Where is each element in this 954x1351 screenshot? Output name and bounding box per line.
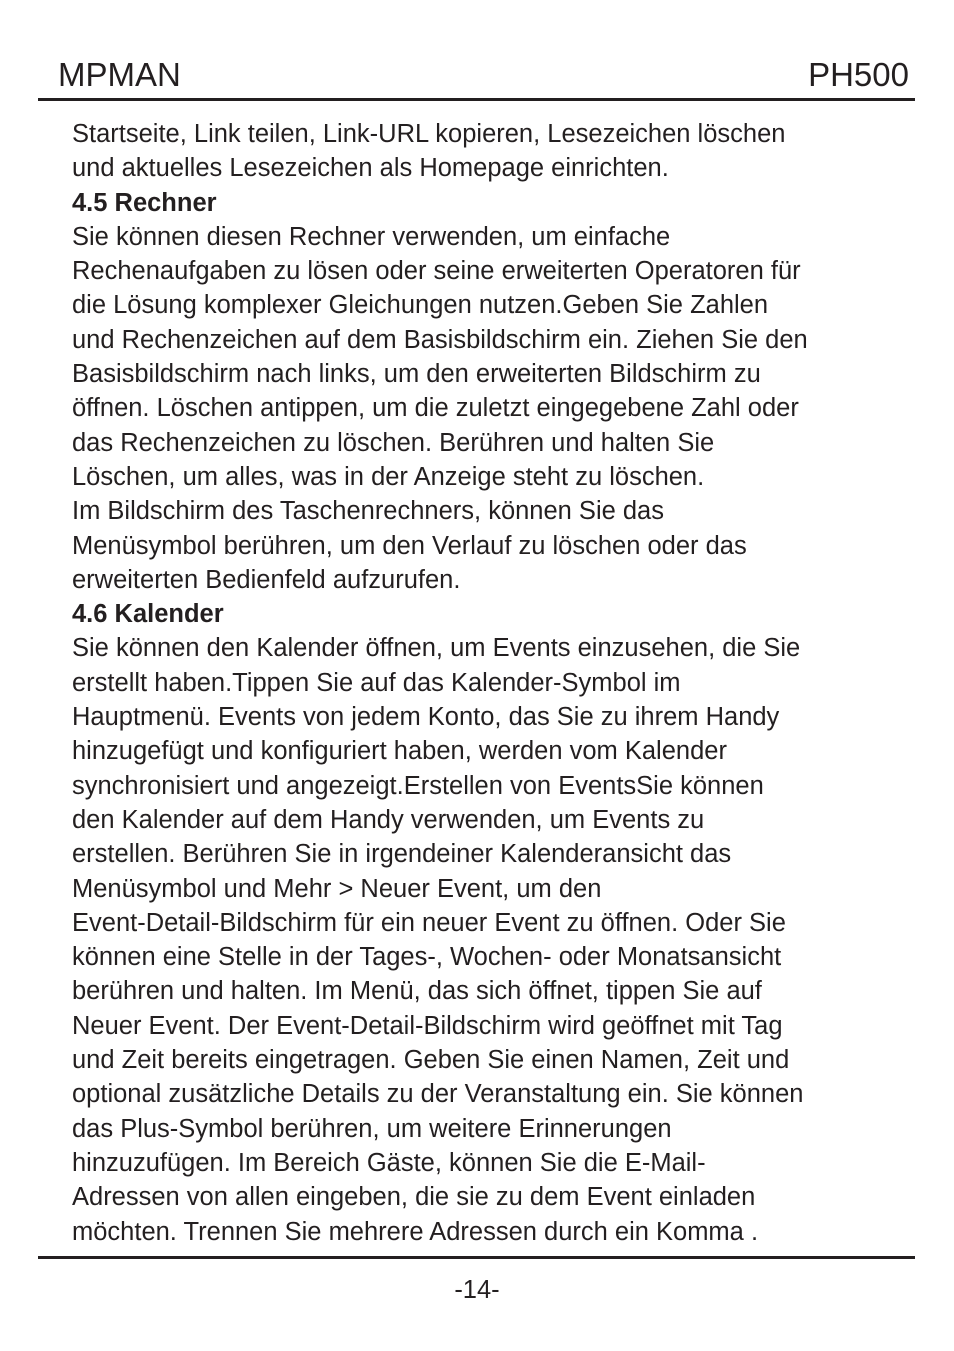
text-line: erstellt haben.Tippen Sie auf das Kalender-Symbol im (72, 668, 681, 697)
text-line: Adressen von allen eingeben, die sie zu dem Event einladen (72, 1183, 756, 1212)
text-line: hinzuzufügen. Im Bereich Gäste, können Sie die E-Mail- (72, 1148, 706, 1177)
section-heading: 4.5 Rechner (72, 188, 217, 217)
text-line: und Rechenzeichen auf dem Basisbildschirm ein. Ziehen Sie den (72, 325, 808, 354)
text-line: Rechenaufgaben zu lösen oder seine erweiterten Operatoren für (72, 257, 801, 286)
text-line: die Lösung komplexer Gleichungen nutzen.Geben Sie Zahlen (72, 291, 769, 320)
section-heading: 4.6 Kalender (72, 600, 224, 629)
body-text (72, 117, 892, 1249)
text-line: und Zeit bereits eingetragen. Geben Sie einen Namen, Zeit und (72, 1046, 790, 1075)
text-line: Menüsymbol und Mehr > Neuer Event, um den (72, 874, 602, 903)
text-line: Im Bildschirm des Taschenrechners, können Sie das (72, 497, 664, 526)
text-line: den Kalender auf dem Handy verwenden, um Events zu (72, 805, 705, 834)
text-line: Neuer Event. Der Event-Detail-Bildschirm wird geöffnet mit Tag (72, 1011, 783, 1040)
page-header (58, 52, 909, 98)
text-line: das Plus-Symbol berühren, um weitere Erinnerungen (72, 1114, 672, 1143)
text-line: das Rechenzeichen zu löschen. Berühren und halten Sie (72, 428, 715, 457)
text-line: öffnen. Löschen antippen, um die zuletzt eingegebene Zahl oder (72, 394, 799, 423)
text-line: Hauptmenü. Events von jedem Konto, das Sie zu ihrem Handy (72, 703, 780, 732)
page-number: -14- (454, 1276, 500, 1304)
text-line: Löschen, um alles, was in der Anzeige steht zu löschen. (72, 462, 705, 491)
text-line: erweiterten Bedienfeld aufzurufen. (72, 565, 461, 594)
text-line: optional zusätzliche Details zu der Veranstaltung ein. Sie können (72, 1080, 804, 1109)
model-name: PH500 (808, 56, 909, 93)
text-line: berühren und halten. Im Menü, das sich öffnet, tippen Sie auf (72, 977, 762, 1006)
text-line: Basisbildschirm nach links, um den erweiterten Bildschirm zu (72, 360, 761, 389)
brand-name: MPMAN (58, 56, 181, 93)
text-line: Sie können den Kalender öffnen, um Events einzusehen, die Sie (72, 634, 801, 663)
text-line: hinzugefügt und konfiguriert haben, werden vom Kalender (72, 737, 727, 766)
text-line: Startseite, Link teilen, Link-URL kopieren, Lesezeichen löschen (72, 120, 786, 148)
text-line: synchronisiert und angezeigt.Erstellen von EventsSie können (72, 771, 764, 800)
text-line: Event-Detail-Bildschirm für ein neuer Event zu öffnen. Oder Sie (72, 908, 786, 937)
header-divider (38, 98, 915, 101)
text-line: können eine Stelle in der Tages-, Wochen- oder Monatsansicht (72, 943, 782, 972)
text-line: und aktuelles Lesezeichen als Homepage einrichten. (72, 154, 669, 183)
text-line: Sie können diesen Rechner verwenden, um einfache (72, 222, 671, 251)
text-line: erstellen. Berühren Sie in irgendeiner Kalenderansicht das (72, 840, 732, 869)
footer-divider (38, 1256, 915, 1259)
text-line: möchten. Trennen Sie mehrere Adressen durch ein Komma . (72, 1217, 759, 1246)
text-line: Menüsymbol berühren, um den Verlauf zu löschen oder das (72, 531, 747, 560)
